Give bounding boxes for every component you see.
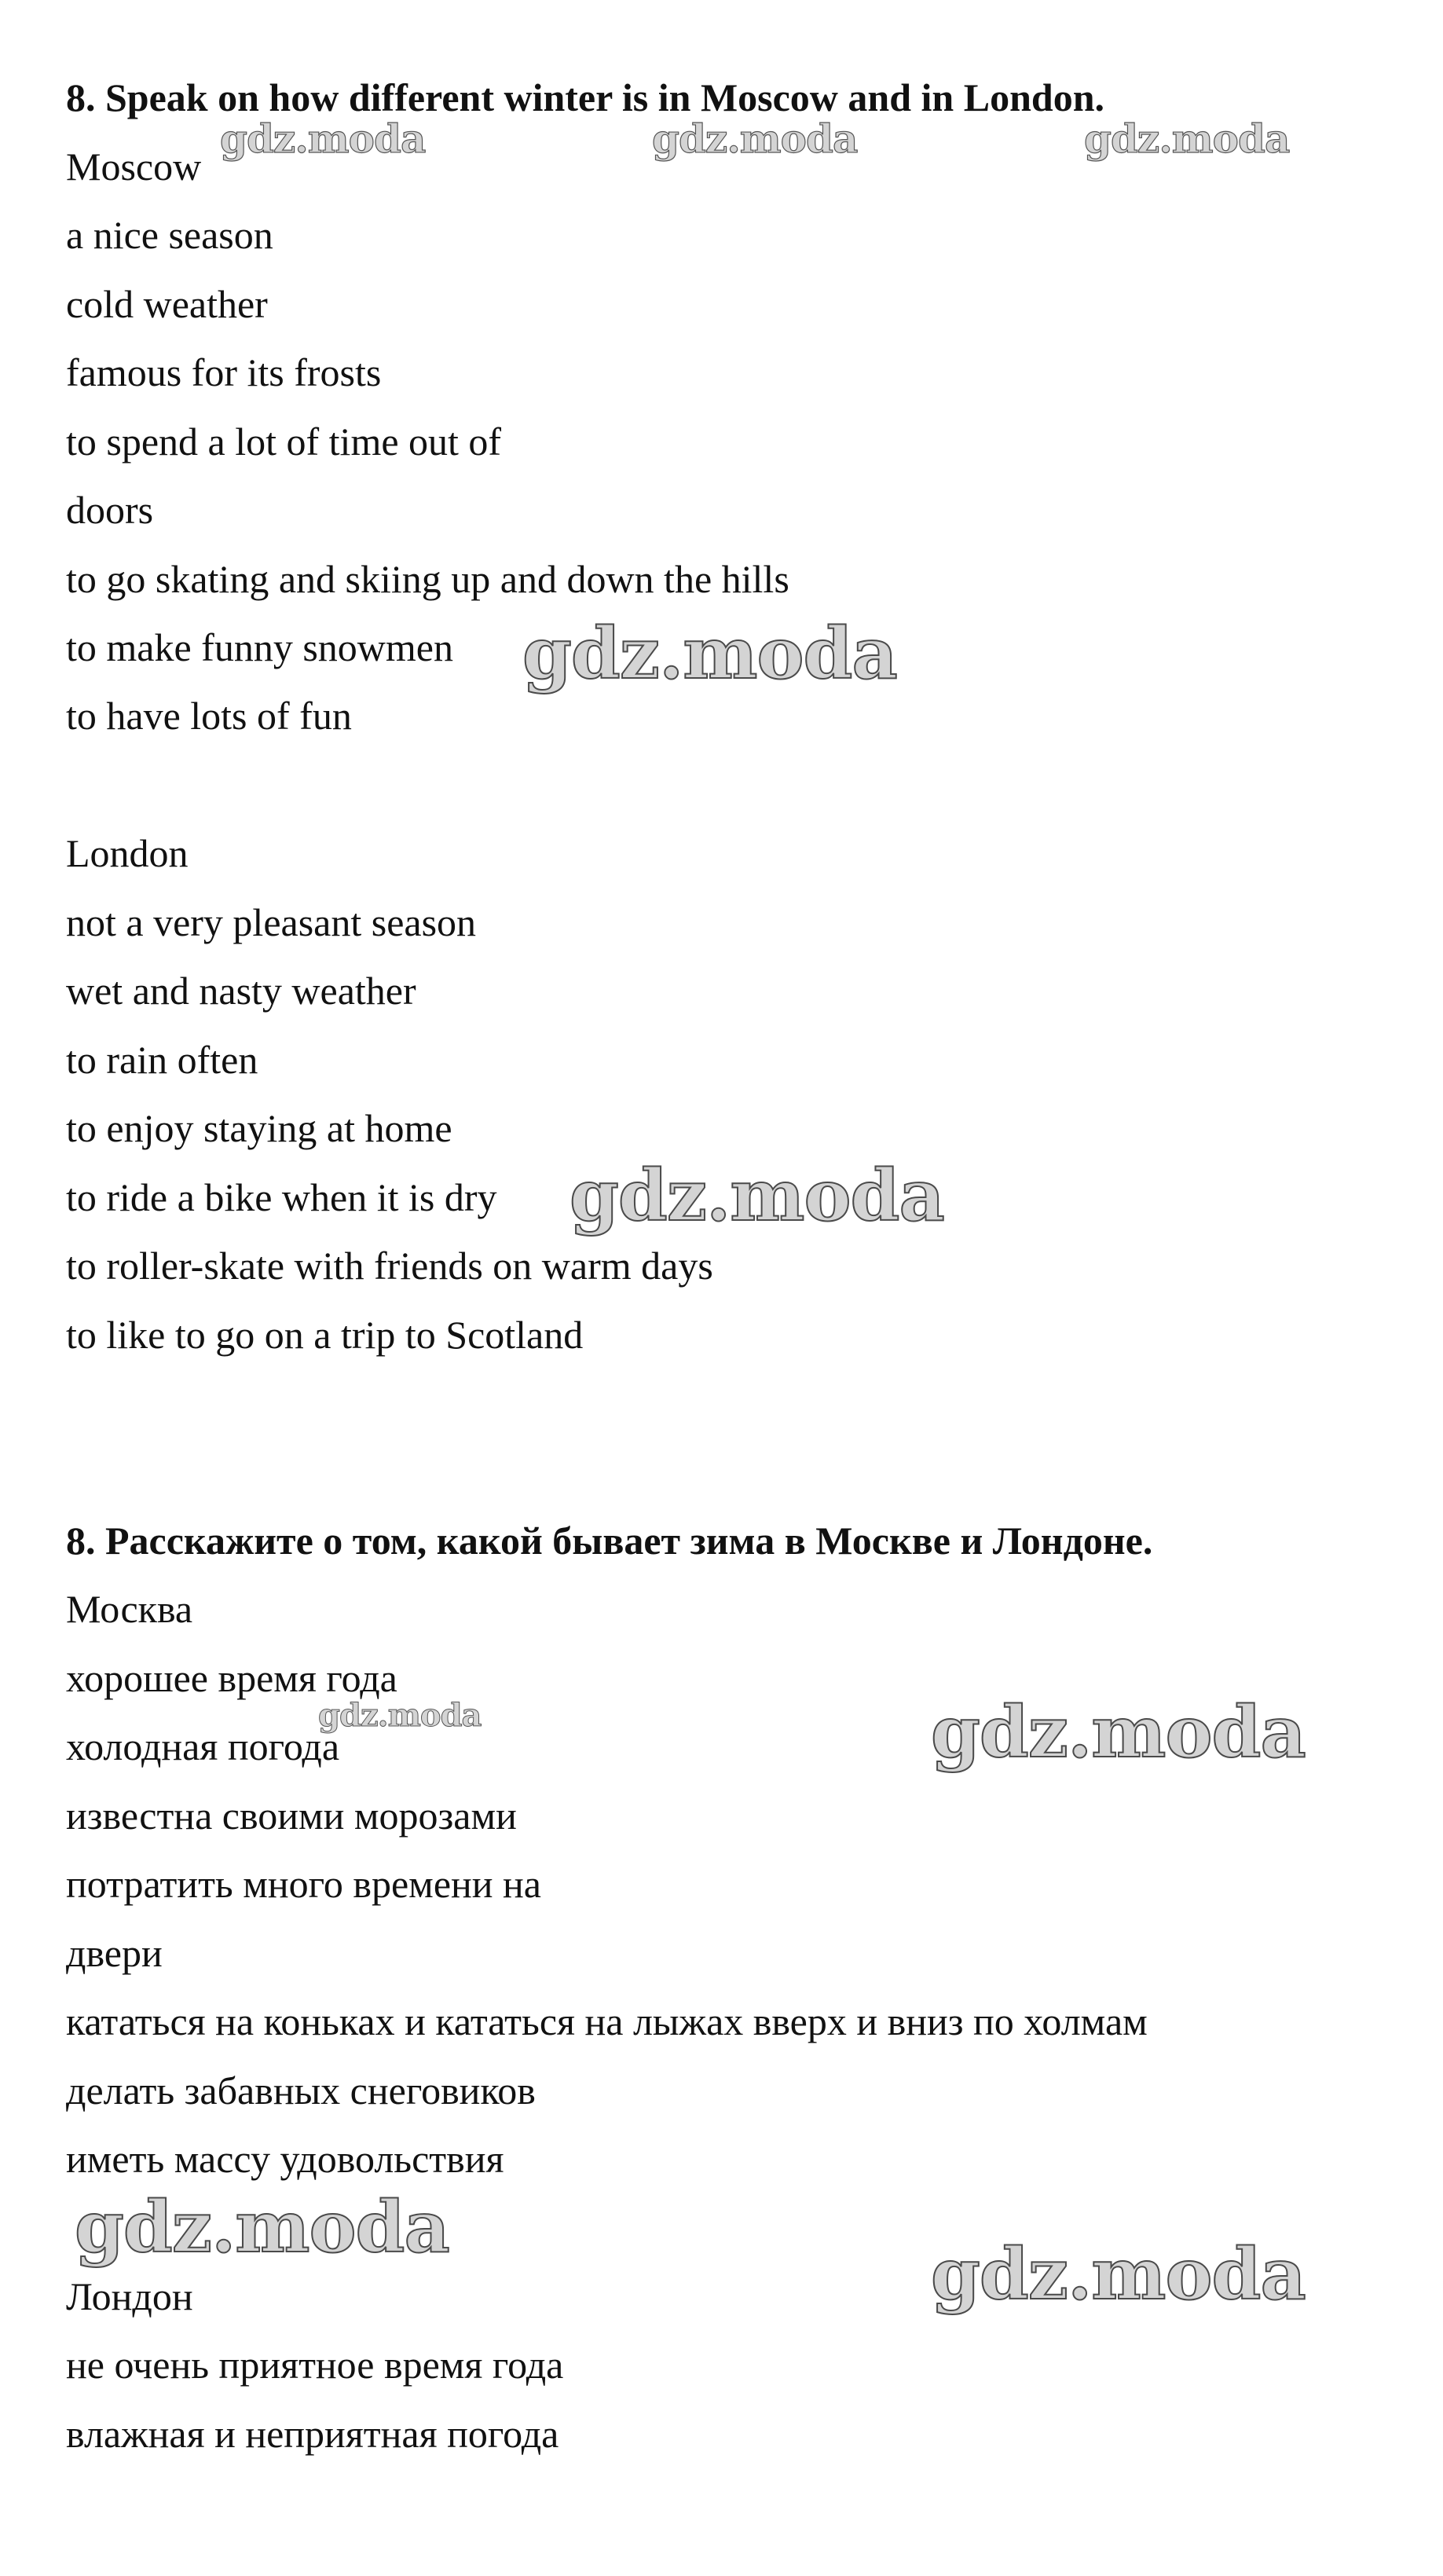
watermark: gdz.moda [931, 1691, 1306, 1774]
list-item: to ride a bike when it is dry [66, 1175, 497, 1219]
list-item: wet and nasty weather [66, 969, 416, 1013]
list-item: to have lots of fun [66, 694, 352, 738]
list-item: влажная и неприятная погода [66, 2412, 559, 2456]
list-item: не очень приятное время года [66, 2343, 564, 2387]
watermark: gdz.moda [220, 115, 426, 162]
english-heading: 8. Speak on how different winter is in Moscow and in London. [66, 75, 1104, 119]
watermark: gdz.moda [75, 2186, 449, 2269]
watermark: gdz.moda [522, 612, 897, 695]
list-item: to roller-skate with friends on warm days [66, 1244, 713, 1288]
list-item: делать забавных снеговиков [66, 2068, 536, 2112]
watermark: gdz.moda [318, 1697, 482, 1734]
watermark: gdz.moda [570, 1154, 944, 1237]
list-item: холодная погода [66, 1724, 340, 1768]
watermark: gdz.moda [931, 2233, 1306, 2316]
list-item: not a very pleasant season [66, 900, 477, 944]
list-item: двери [66, 1931, 163, 1975]
list-item: хорошее время года [66, 1656, 397, 1700]
list-item: to rain often [66, 1038, 258, 1082]
london-title-ru: Лондон [66, 2274, 193, 2318]
list-item: кататься на коньках и кататься на лыжах вверх и вниз по холмам [66, 1999, 1148, 2043]
list-item: doors [66, 488, 154, 532]
list-item: to make funny snowmen [66, 625, 453, 669]
moscow-title: Moscow [66, 145, 202, 189]
list-item: cold weather [66, 282, 268, 326]
list-item: to spend a lot of time out of [66, 420, 502, 464]
london-title: London [66, 831, 189, 875]
list-item: потратить много времени на [66, 1862, 541, 1906]
moscow-title-ru: Москва [66, 1587, 193, 1631]
russian-heading: 8. Расскажите о том, какой бывает зима в Москве и Лондоне. [66, 1519, 1153, 1563]
list-item: иметь массу удовольствия [66, 2137, 504, 2181]
list-item: известна своими морозами [66, 1794, 517, 1838]
list-item: to like to go on a trip to Scotland [66, 1313, 584, 1357]
list-item: to go skating and skiing up and down the hills [66, 557, 789, 601]
list-item: a nice season [66, 213, 273, 257]
list-item: famous for its frosts [66, 350, 382, 394]
list-item: to enjoy staying at home [66, 1106, 452, 1150]
watermark: gdz.moda [652, 115, 858, 162]
watermark: gdz.moda [1084, 115, 1290, 162]
